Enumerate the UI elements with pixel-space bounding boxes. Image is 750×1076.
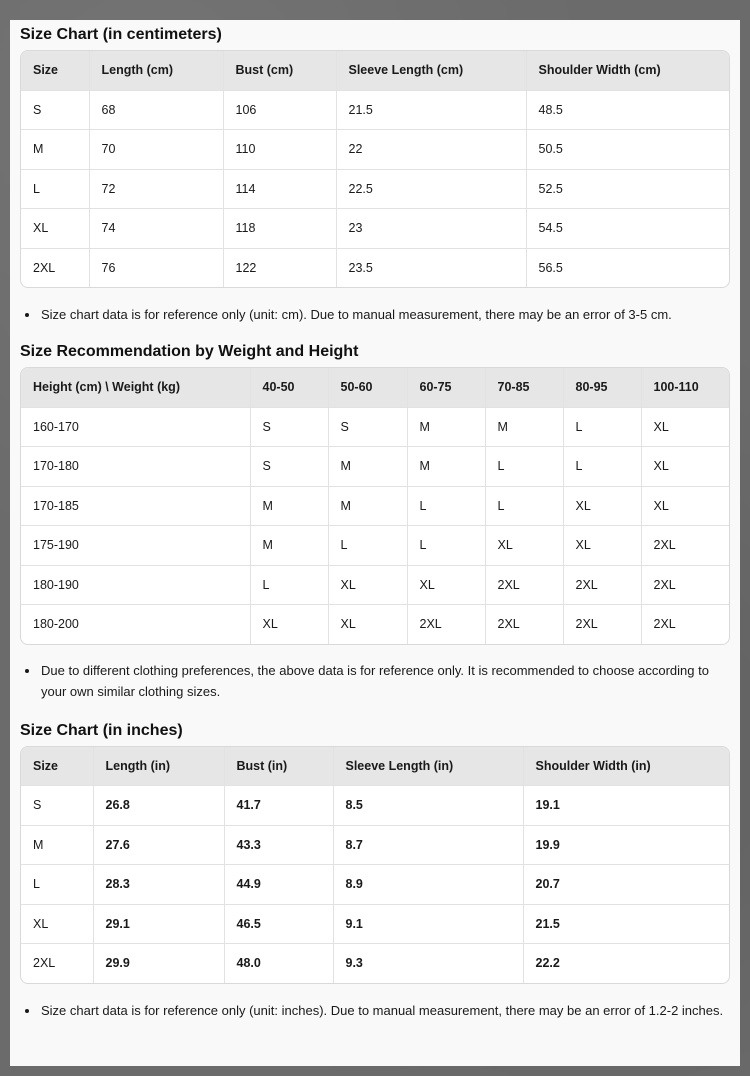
cell: S — [21, 786, 93, 826]
cell: 28.3 — [93, 865, 224, 905]
cell: 2XL — [641, 526, 729, 566]
cm-header-size: Size — [21, 51, 89, 90]
rec-header-weight: 60-75 — [407, 368, 485, 407]
cell: S — [328, 407, 407, 447]
cell: 160-170 — [21, 407, 250, 447]
cm-header-row — [21, 51, 729, 90]
cell: 2XL — [563, 565, 641, 605]
table-row — [21, 209, 729, 249]
inch-note: • Size chart data is for reference only (unit: inches). Due to manual measurement, there may be an error of 1.2-2 inches. — [40, 1000, 730, 1021]
cell: 2XL — [21, 248, 89, 287]
cell: 70 — [89, 130, 223, 170]
cell: M — [250, 526, 328, 566]
cell: 23.5 — [336, 248, 526, 287]
cm-size-table — [20, 50, 730, 288]
table-row — [21, 786, 729, 826]
cell: 106 — [223, 90, 336, 130]
cell: M — [407, 407, 485, 447]
rec-header-height-weight: Height (cm) \ Weight (kg) — [21, 368, 250, 407]
table-row — [21, 825, 729, 865]
cm-header-bust: Bust (cm) — [223, 51, 336, 90]
inch-table — [21, 747, 729, 983]
table-row — [21, 248, 729, 287]
cell: 23 — [336, 209, 526, 249]
cell: 56.5 — [538, 260, 563, 275]
cell: 2XL — [407, 605, 485, 644]
cell: 2XL — [21, 944, 93, 983]
rec-note-list — [20, 660, 730, 702]
cell: M — [485, 407, 563, 447]
cell: 8.5 — [333, 786, 523, 826]
cell: 19.1 — [523, 786, 729, 826]
cell: M — [250, 486, 328, 526]
cell: 114 — [223, 169, 336, 209]
cell: 110 — [223, 130, 336, 170]
cell: XL — [563, 486, 641, 526]
recommendation-table — [20, 367, 730, 645]
cell: L — [21, 865, 93, 905]
cell: M — [407, 447, 485, 487]
cell: S — [250, 447, 328, 487]
cell: XL — [641, 407, 729, 447]
cell: 44.9 — [224, 865, 333, 905]
cell: 43.3 — [224, 825, 333, 865]
cell: 21.5 — [523, 904, 729, 944]
rec-header-weight: 50-60 — [328, 368, 407, 407]
cell: 21.5 — [336, 90, 526, 130]
cm-table — [21, 51, 729, 287]
cell: XL — [485, 526, 563, 566]
cell: 20.7 — [523, 865, 729, 905]
cell: 76 — [89, 248, 223, 287]
cell: 170-185 — [21, 486, 250, 526]
cell: XL — [407, 565, 485, 605]
cell: XL — [641, 486, 729, 526]
table-row — [21, 447, 729, 487]
cell: L — [407, 486, 485, 526]
cell: M — [21, 825, 93, 865]
cell: 72 — [89, 169, 223, 209]
cell: L — [21, 169, 89, 209]
cell: 54.5 — [526, 209, 729, 249]
cell: 68 — [89, 90, 223, 130]
cell: 8.7 — [333, 825, 523, 865]
cell: 8.9 — [333, 865, 523, 905]
cell: 22.5 — [336, 169, 526, 209]
cm-header-sleeve: Sleeve Length (cm) — [336, 51, 526, 90]
cell: XL — [21, 209, 89, 249]
cell: L — [407, 526, 485, 566]
cell: 48.5 — [526, 90, 729, 130]
inch-header-length: Length (in) — [93, 747, 224, 786]
cell: 46.5 — [224, 904, 333, 944]
cell: 41.7 — [224, 786, 333, 826]
rec-note: • Due to different clothing preferences, the above data is for reference only. It is recommended to choose according to your own similar clothing sizes. — [40, 660, 730, 702]
table-row — [21, 944, 729, 983]
cell: L — [485, 486, 563, 526]
cm-header-length: Length (cm) — [89, 51, 223, 90]
rec-header-row — [21, 368, 729, 407]
cell: 2XL — [563, 605, 641, 644]
cm-note: • Size chart data is for reference only (unit: cm). Due to manual measurement, there may be an error of 3-5 cm. — [40, 304, 730, 325]
cell: M — [21, 130, 89, 170]
cm-note-list — [20, 304, 730, 325]
cell: 27.6 — [93, 825, 224, 865]
inch-size-table — [20, 746, 730, 984]
cell: 2XL — [653, 617, 676, 632]
table-row — [21, 605, 729, 644]
cell: L — [328, 526, 407, 566]
cm-header-shoulder: Shoulder Width (cm) — [526, 51, 729, 90]
rec-header-weight: 80-95 — [563, 368, 641, 407]
cell: XL — [641, 447, 729, 487]
cell: 29.1 — [93, 904, 224, 944]
cell: 9.3 — [333, 944, 523, 983]
table-row — [21, 130, 729, 170]
inch-header-size: Size — [21, 747, 93, 786]
inch-header-bust: Bust (in) — [224, 747, 333, 786]
cell: 180-200 — [21, 605, 250, 644]
cell: 2XL — [641, 565, 729, 605]
table-row — [21, 90, 729, 130]
recommendation-title: Size Recommendation by Weight and Height — [20, 343, 359, 360]
rec-header-weight: 70-85 — [485, 368, 563, 407]
cell: L — [250, 565, 328, 605]
inch-header-shoulder: Shoulder Width (in) — [523, 747, 729, 786]
table-row — [21, 169, 729, 209]
table-row — [21, 565, 729, 605]
cell: 9.1 — [333, 904, 523, 944]
inch-header-sleeve: Sleeve Length (in) — [333, 747, 523, 786]
cell: 50.5 — [526, 130, 729, 170]
table-row — [21, 904, 729, 944]
cell: S — [21, 90, 89, 130]
cell: 175-190 — [21, 526, 250, 566]
inch-note-list — [20, 1000, 730, 1021]
cell: M — [328, 447, 407, 487]
cell: 48.0 — [224, 944, 333, 983]
cell: XL — [328, 565, 407, 605]
cell: 22 — [336, 130, 526, 170]
cell: XL — [250, 605, 328, 644]
cell: 2XL — [485, 565, 563, 605]
table-row — [21, 486, 729, 526]
cell: 74 — [89, 209, 223, 249]
cell: XL — [21, 904, 93, 944]
cell: L — [485, 447, 563, 487]
cell: 26.8 — [93, 786, 224, 826]
size-guide-card — [10, 20, 740, 1066]
cell: 122 — [223, 248, 336, 287]
cm-size-chart-title: Size Chart (in centimeters) — [20, 26, 222, 43]
cell: 2XL — [485, 605, 563, 644]
table-row — [21, 526, 729, 566]
cell: 19.9 — [523, 825, 729, 865]
inch-size-chart-title: Size Chart (in inches) — [20, 721, 183, 739]
cell: 29.9 — [93, 944, 224, 983]
cell: S — [250, 407, 328, 447]
cell: 170-180 — [21, 447, 250, 487]
table-row — [21, 865, 729, 905]
inch-header-row — [21, 747, 729, 786]
cell: L — [563, 447, 641, 487]
rec-table — [21, 368, 729, 644]
cell: XL — [563, 526, 641, 566]
cell: 118 — [223, 209, 336, 249]
table-row — [21, 407, 729, 447]
cell: 22.2 — [535, 956, 560, 971]
cell: 180-190 — [21, 565, 250, 605]
rec-header-weight: 100-110 — [641, 368, 729, 407]
rec-header-weight: 40-50 — [250, 368, 328, 407]
cell: L — [563, 407, 641, 447]
cell: M — [328, 486, 407, 526]
cell: 52.5 — [526, 169, 729, 209]
cell: XL — [328, 605, 407, 644]
